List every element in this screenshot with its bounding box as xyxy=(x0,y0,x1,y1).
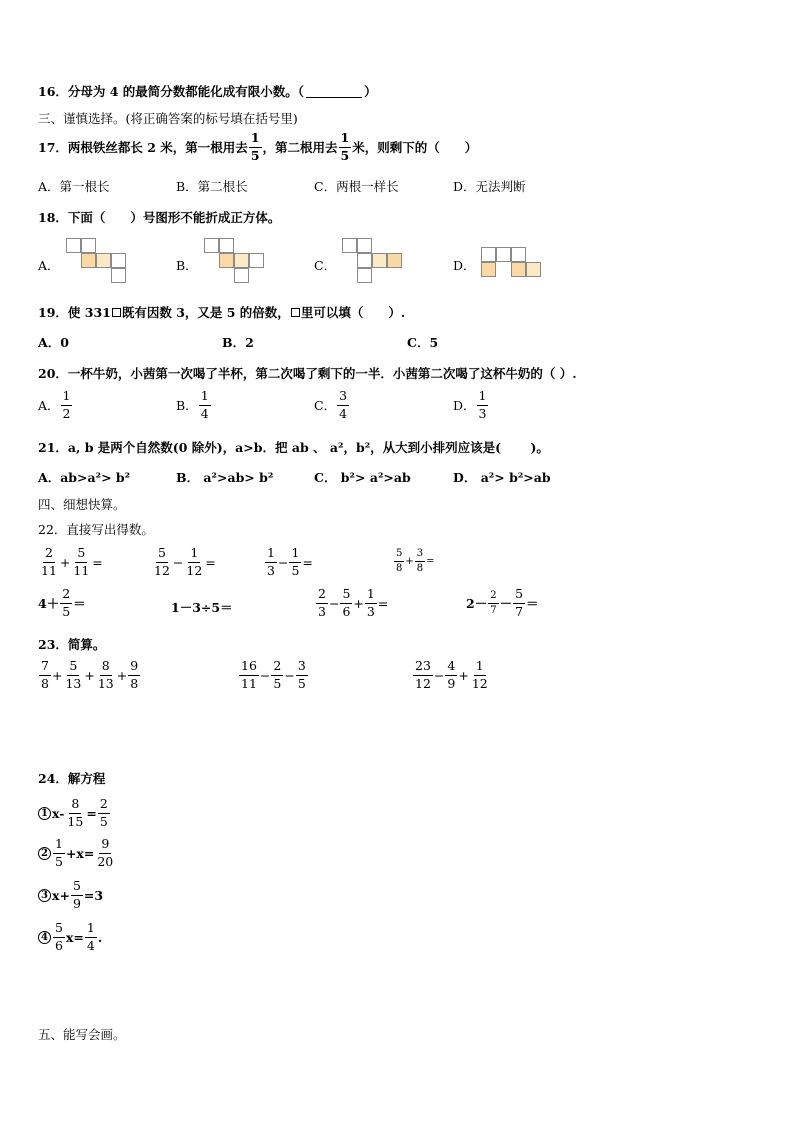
section-title: 四、细想快算。 xyxy=(38,497,126,512)
fraction: $\frac{3}{4}$ xyxy=(339,388,348,421)
blank-square-icon xyxy=(291,308,300,317)
question-24 xyxy=(38,769,105,787)
question-text: 直接写出得数。 xyxy=(66,522,154,537)
section-4-title xyxy=(38,495,126,513)
question-20 xyxy=(38,364,577,382)
option-a[interactable]: A．第一根长 xyxy=(38,179,110,194)
option-c[interactable]: C． b²> a²>ab xyxy=(314,470,411,485)
bracket-close: ） xyxy=(364,84,377,99)
question-22 xyxy=(38,520,154,538)
question-number: 20． xyxy=(38,366,68,381)
question-number: 16． xyxy=(38,84,68,99)
expr-23-3: $\frac{23}{12}$ − $\frac{4}{9}$ + $\frac{1}{12}$ xyxy=(415,658,488,691)
option-a[interactable]: A． $\frac{1}{2}$ xyxy=(38,388,71,421)
option-d-label[interactable]: D． xyxy=(453,258,476,273)
question-text: 使 331 xyxy=(67,305,111,320)
question-number: 18． xyxy=(38,210,68,225)
option-a[interactable]: A．ab>a²> b² xyxy=(38,470,131,485)
section-title: 五、能写会画。 xyxy=(38,1027,126,1042)
option-b[interactable]: B．第二根长 xyxy=(176,179,248,194)
question-18 xyxy=(38,208,280,226)
question-21 xyxy=(38,438,549,456)
question-text: 下面（ ）号图形不能折成正方体。 xyxy=(67,210,281,225)
question-19 xyxy=(38,303,405,321)
option-d[interactable]: D． $\frac{1}{3}$ xyxy=(453,388,487,421)
expr-22-5: 4＋ $\frac{2}{5}$ ＝ xyxy=(38,586,86,619)
option-b[interactable]: B．2 xyxy=(222,335,254,350)
expr-23-1: $\frac{7}{8}$ + $\frac{5}{13}$ + $\frac{8}{13}$ + $\frac{9}{8}$ xyxy=(41,658,139,691)
expr-22-7: $\frac{2}{3}$ − $\frac{5}{6}$ + $\frac{1}{3}$ = xyxy=(318,586,389,619)
question-number: 23． xyxy=(38,637,68,652)
expr-22-6: 1－3÷5＝ xyxy=(171,600,233,615)
circled-number-icon: 2 xyxy=(38,847,51,860)
question-17 xyxy=(38,132,477,162)
question-text: 一杯牛奶，小茜第一次喝了半杯，第二次喝了剩下的一半．小茜第二次喝了这杯牛奶的（ ）. xyxy=(67,366,577,381)
question-text: 米，则剩下的（ ） xyxy=(352,140,478,155)
equation-1: 1 x- $\frac{8}{15}$ = $\frac{2}{5}$ xyxy=(38,798,111,828)
option-d[interactable]: D．无法判断 xyxy=(453,179,526,194)
question-number: 22． xyxy=(38,522,67,537)
circled-number-icon: 4 xyxy=(38,931,51,944)
equation-3: 3 x+ $\frac{5}{9}$ =3 xyxy=(38,880,103,910)
question-number: 24． xyxy=(38,771,68,786)
option-a[interactable]: A．0 xyxy=(38,335,69,350)
circled-number-icon: 1 xyxy=(38,807,51,820)
answer-blank[interactable] xyxy=(306,85,362,98)
question-text: ，第二根用去 xyxy=(262,140,338,155)
question-23 xyxy=(38,635,105,653)
question-text: 分母为 4 的最简分数都能化成有限小数。（ xyxy=(67,84,305,99)
fraction: $\frac{1}{5}$ xyxy=(250,130,260,163)
equation-4: 4 $\frac{5}{6}$ x= $\frac{1}{4}$ . xyxy=(38,922,102,952)
question-text: 解方程 xyxy=(67,771,106,786)
blank-square-icon xyxy=(112,308,121,317)
question-16 xyxy=(38,82,377,100)
option-b[interactable]: B． a²>ab> b² xyxy=(176,470,274,485)
fraction: $\frac{1}{2}$ xyxy=(62,388,71,421)
expr-22-8: 2－ $\frac{2}{7}$ － $\frac{5}{7}$ ＝ xyxy=(466,586,539,619)
section-title: 三、谨慎选择。(将正确答案的标号填在括号里) xyxy=(38,111,298,126)
fraction: $\frac{1}{3}$ xyxy=(478,388,487,421)
option-c[interactable]: C． $\frac{3}{4}$ xyxy=(314,388,348,421)
circled-number-icon: 3 xyxy=(38,889,51,902)
expr-22-2: $\frac{5}{12}$ − $\frac{1}{12}$ = xyxy=(154,545,216,578)
fraction: $\frac{1}{5}$ xyxy=(340,130,350,163)
question-text: 两根铁丝都长 2 米，第一根用去 xyxy=(67,140,248,155)
question-text: 简算。 xyxy=(67,637,106,652)
expr-22-3: $\frac{1}{3}$ − $\frac{1}{5}$ = xyxy=(267,545,313,578)
option-c[interactable]: C．5 xyxy=(407,335,439,350)
fraction: $\frac{1}{4}$ xyxy=(200,388,209,421)
question-text: 里可以填（ ）. xyxy=(300,305,406,320)
section-5-title xyxy=(38,1025,126,1043)
expr-22-4: $\frac{5}{8}$ + $\frac{3}{8}$ = xyxy=(396,548,435,574)
question-number: 17． xyxy=(38,140,68,155)
expr-22-1: $\frac{2}{11}$ + $\frac{5}{11}$ = xyxy=(41,545,103,578)
option-b[interactable]: B． $\frac{1}{4}$ xyxy=(176,388,209,421)
section-3-title xyxy=(38,109,298,127)
question-number: 21． xyxy=(38,440,68,455)
option-c[interactable]: C．两根一样长 xyxy=(314,179,399,194)
option-d[interactable]: D． a²> b²>ab xyxy=(453,470,551,485)
option-b-label[interactable]: B． xyxy=(176,258,198,273)
question-text: 既有因数 3，又是 5 的倍数， xyxy=(121,305,290,320)
question-text: a, b 是两个自然数(0 除外)，a>b．把 ab 、 a²，b²，从大到小排列应该是( )。 xyxy=(67,440,549,455)
option-a-label[interactable]: A． xyxy=(38,258,60,273)
question-number: 19． xyxy=(38,305,68,320)
expr-23-2: $\frac{16}{11}$ − $\frac{2}{5}$ − $\frac{3}{5}$ xyxy=(241,658,306,691)
equation-2: 2 $\frac{1}{5}$ +x= $\frac{9}{20}$ xyxy=(38,838,116,868)
option-c-label[interactable]: C． xyxy=(314,258,337,273)
